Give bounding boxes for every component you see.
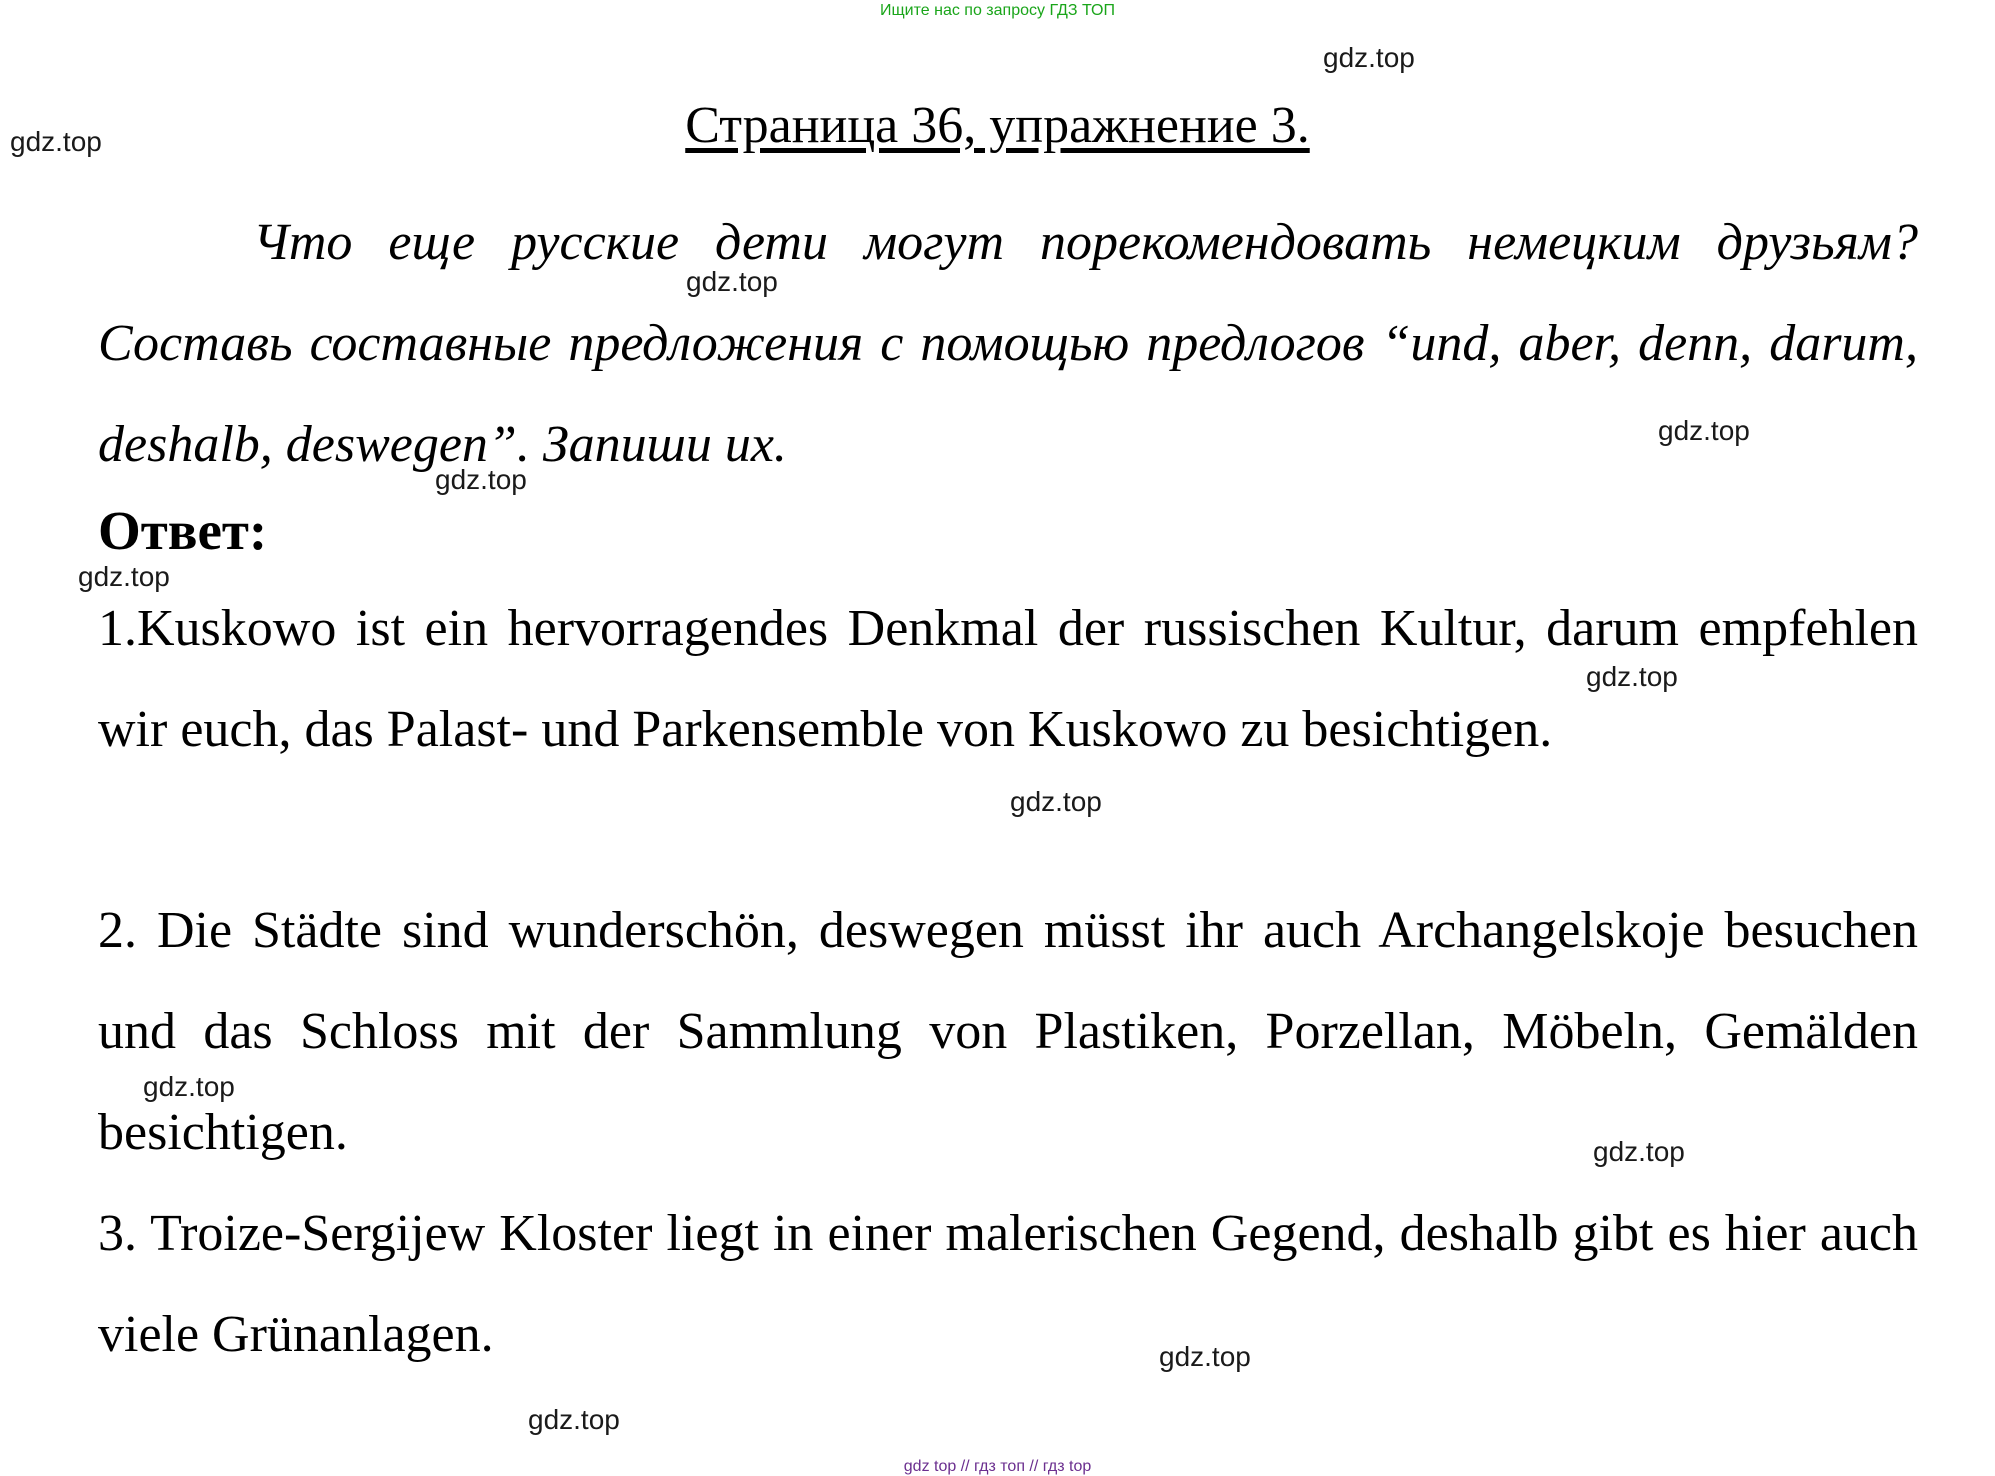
page-title: Страница 36, упражнение 3. <box>685 97 1310 154</box>
task-text: Что еще русские дети могут порекомендовать немецким друзьям? Составь составные предложения с помощью предлогов “und, aber, denn, darum, deshalb, deswegen”. Запиши их. <box>98 214 1918 473</box>
watermark: gdz.top <box>1658 415 1750 446</box>
answer-item-2: 2. Die Städte sind wunderschön, deswegen müsst ihr auch Archangelskoje besuchen und das Schloss mit der Sammlung von Plastiken, Porzellan, Möbeln, Gemälden besichtigen. <box>98 902 1918 1161</box>
watermark: gdz.top <box>1593 1136 1685 1167</box>
bottom-banner: gdz top // гдз топ // гдз top <box>903 1458 1092 1475</box>
watermark: gdz.top <box>1159 1341 1251 1372</box>
watermark: gdz.top <box>1010 786 1102 817</box>
watermark: gdz.top <box>1586 661 1678 692</box>
watermark: gdz.top <box>1323 42 1415 73</box>
answer-item-1: 1.Kuskowo ist ein hervorragendes Denkmal der russischen Kultur, darum empfehlen wir euch, das Palast- und Parkensemble von Kuskowo zu besichtigen. <box>98 600 1918 758</box>
watermark: gdz.top <box>10 126 102 157</box>
watermark: gdz.top <box>78 561 170 592</box>
top-banner: Ищите нас по запросу ГДЗ ТОП <box>880 2 1115 19</box>
watermark: gdz.top <box>528 1404 620 1435</box>
watermark: gdz.top <box>435 464 527 495</box>
watermark: gdz.top <box>686 266 778 297</box>
answer-item-3: 3. Troize-Sergijew Kloster liegt in einer malerischen Gegend, deshalb gibt es hier auch viele Grünanlagen. <box>98 1205 1918 1363</box>
answer-heading: Ответ: <box>98 500 268 561</box>
watermark: gdz.top <box>143 1071 235 1102</box>
